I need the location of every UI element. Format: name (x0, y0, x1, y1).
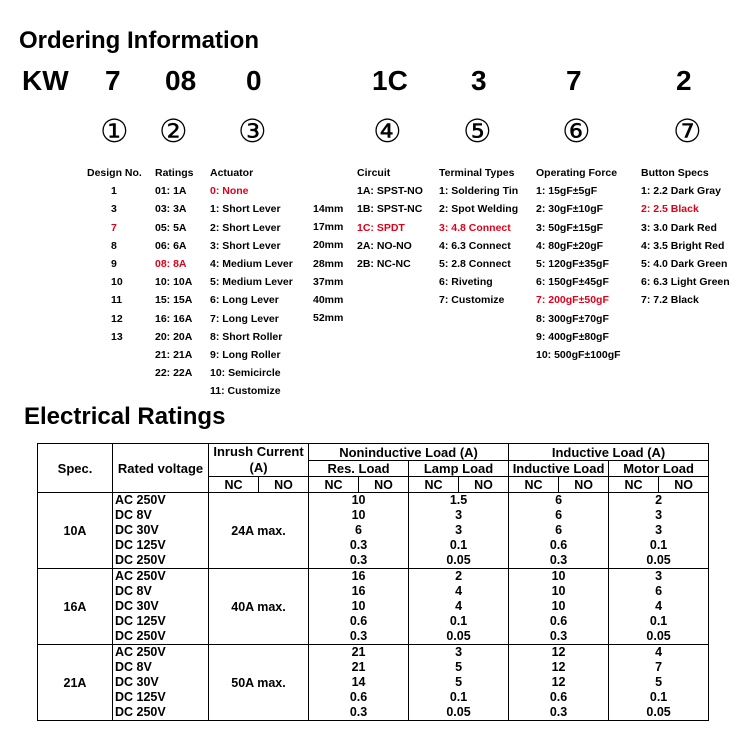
option-item: 3: Short Lever (210, 239, 281, 252)
value-item: 16 (351, 569, 366, 583)
option-item: 10: 10A (155, 276, 193, 289)
option-item: 2: 2.5 Black (641, 203, 699, 216)
value-item: 10 (551, 599, 566, 613)
header-no: NO (659, 477, 709, 493)
actuator-column (210, 164, 293, 401)
value-item: 2 (655, 493, 663, 507)
code-prefix: KW (22, 65, 69, 96)
value-item: 0.05 (446, 705, 471, 719)
ratings-list (155, 182, 194, 382)
value-item: 0.3 (549, 705, 568, 719)
value-item: 0.3 (349, 705, 368, 719)
option-item: 2B: NC-NC (357, 258, 411, 271)
option-item: 7: 200gF±50gF (536, 294, 609, 307)
header-no: NO (259, 477, 309, 493)
lamp-load-values (409, 493, 509, 569)
value-item: DC 125V (115, 538, 166, 552)
option-item: 52mm (313, 312, 344, 325)
value-item: DC 250V (115, 705, 166, 719)
code-button: 2 (676, 65, 692, 96)
option-item: 8: Short Roller (210, 330, 283, 343)
value-item: DC 8V (115, 508, 152, 522)
header-inductive-sub: Inductive Load (509, 461, 609, 477)
option-item: 9: Long Roller (210, 349, 281, 362)
inductive-load-values (509, 569, 609, 645)
column-header: Design No. (87, 167, 142, 179)
value-item: 5 (655, 675, 663, 689)
value-item: DC 30V (115, 675, 159, 689)
lamp-load-values (409, 645, 509, 721)
electrical-ratings-table (37, 443, 709, 721)
spec-cell: 21A (38, 645, 113, 721)
value-item: 6 (555, 523, 563, 537)
value-item: 10 (351, 493, 366, 507)
option-item: 16: 16A (155, 312, 193, 325)
circuit-list (357, 182, 423, 273)
button-specs-column (641, 164, 730, 310)
option-item: 37mm (313, 275, 344, 288)
header-nc: NC (309, 477, 359, 493)
value-item: 5 (455, 675, 463, 689)
option-item: 11: Customize (210, 385, 281, 398)
res-load-values (309, 493, 409, 569)
header-noninductive-load: Noninductive Load (A) (309, 444, 509, 461)
header-res-load: Res. Load (309, 461, 409, 477)
value-item: 12 (551, 645, 566, 659)
value-item: 0.3 (349, 553, 368, 567)
value-item: 0.6 (349, 690, 368, 704)
code-actuator: 0 (246, 65, 262, 96)
inductive-load-values (509, 493, 609, 569)
option-item: 11 (111, 294, 123, 307)
option-item: 6: 6.3 Light Green (641, 276, 730, 289)
option-item: 3: 4.8 Connect (439, 221, 511, 234)
circled-number-4: ④ (373, 112, 402, 150)
lever-length-column (313, 200, 343, 327)
value-item: 0.05 (446, 629, 471, 643)
value-item: 0.1 (449, 614, 468, 628)
value-item: 12 (551, 660, 566, 674)
value-item: 0.6 (549, 690, 568, 704)
value-item: 0.05 (646, 705, 671, 719)
value-item: AC 250V (115, 493, 166, 507)
value-item: 0.3 (549, 629, 568, 643)
inductive-load-values (509, 645, 609, 721)
option-item: 5: Medium Lever (210, 276, 293, 289)
value-item: DC 125V (115, 614, 166, 628)
inrush-cell: 40A max. (209, 569, 309, 645)
column-header: Circuit (357, 167, 391, 179)
value-item: 0.1 (649, 614, 668, 628)
inrush-cell: 24A max. (209, 493, 309, 569)
rated-voltage-list (113, 645, 209, 721)
value-item: 3 (455, 523, 463, 537)
header-no: NO (359, 477, 409, 493)
option-item: 1: Short Lever (210, 203, 281, 216)
rated-voltage-list (113, 493, 209, 569)
circled-number-7: ⑦ (673, 112, 702, 150)
value-item: 10 (351, 508, 366, 522)
value-item: 3 (455, 508, 463, 522)
column-header: Button Specs (641, 167, 709, 179)
circled-number-5: ⑤ (463, 112, 492, 150)
value-item: 0.05 (646, 553, 671, 567)
option-item: 28mm (313, 257, 344, 270)
value-item: DC 8V (115, 584, 152, 598)
value-item: 0.1 (449, 538, 468, 552)
option-item: 8: 300gF±70gF (536, 312, 609, 325)
value-item: DC 125V (115, 690, 166, 704)
value-item: DC 8V (115, 660, 152, 674)
value-item: 16 (351, 584, 366, 598)
value-item: 3 (655, 508, 663, 522)
force-column (536, 164, 621, 364)
value-item: 5 (455, 660, 463, 674)
option-item: 4: 6.3 Connect (439, 239, 511, 252)
value-item: 10 (551, 569, 566, 583)
option-item: 5: 4.0 Dark Green (641, 258, 728, 271)
option-item: 3 (111, 203, 117, 216)
actuator-list (210, 182, 293, 400)
option-item: 4: 3.5 Bright Red (641, 239, 725, 252)
value-item: 21 (351, 660, 366, 674)
design-no-column (87, 164, 142, 346)
header-nc: NC (209, 477, 259, 493)
option-item: 1A: SPST-NO (357, 185, 423, 198)
value-item: 4 (655, 645, 663, 659)
button-specs-list (641, 182, 730, 309)
option-item: 2: Short Lever (210, 221, 281, 234)
option-item: 5: 2.8 Connect (439, 258, 511, 271)
option-item: 6: 150gF±45gF (536, 276, 609, 289)
option-item: 20mm (313, 239, 344, 252)
terminal-list (439, 182, 518, 309)
rating-group-21a (38, 645, 709, 721)
value-item: 10 (351, 599, 366, 613)
value-item: 0.6 (549, 538, 568, 552)
option-item: 9: 400gF±80gF (536, 330, 609, 343)
force-list (536, 182, 621, 364)
option-item: 7 (111, 221, 117, 234)
option-item: 06: 6A (155, 239, 187, 252)
value-item: 1.5 (449, 493, 468, 507)
option-item: 7: 7.2 Black (641, 294, 699, 307)
option-item: 8 (111, 239, 117, 252)
option-item: 4: 80gF±20gF (536, 239, 604, 252)
lever-length-list (313, 200, 343, 327)
motor-load-values (609, 493, 709, 569)
value-item: DC 250V (115, 553, 166, 567)
header-spec: Spec. (38, 444, 113, 493)
option-item: 9 (111, 258, 117, 271)
electrical-title: Electrical Ratings (24, 403, 226, 430)
header-no: NO (559, 477, 609, 493)
option-item: 3: 3.0 Dark Red (641, 221, 717, 234)
value-item: 0.1 (649, 690, 668, 704)
inrush-cell: 50A max. (209, 645, 309, 721)
header-inrush-current: Inrush Current (A) (209, 444, 309, 477)
rated-voltage-list (113, 569, 209, 645)
spec-cell: 10A (38, 493, 113, 569)
res-load-values (309, 569, 409, 645)
option-item: 20: 20A (155, 330, 193, 343)
option-item: 6: Riveting (439, 276, 493, 289)
rating-group-10a (38, 493, 709, 569)
res-load-values (309, 645, 409, 721)
option-item: 2: Spot Welding (439, 203, 519, 216)
option-item: 5: 120gF±35gF (536, 258, 609, 271)
header-lamp-load: Lamp Load (409, 461, 509, 477)
option-item: 21: 21A (155, 349, 193, 362)
option-item: 40mm (313, 294, 344, 307)
value-item: 2 (455, 569, 463, 583)
value-item: 0.1 (649, 538, 668, 552)
option-item: 1: 2.2 Dark Gray (641, 185, 721, 198)
option-item: 3: 50gF±15gF (536, 221, 604, 234)
option-item: 1 (111, 185, 117, 198)
option-item: 1: Soldering Tin (439, 185, 519, 198)
column-header: Operating Force (536, 167, 618, 179)
circled-number-2: ② (159, 112, 188, 150)
value-item: 4 (655, 599, 663, 613)
value-item: 6 (355, 523, 362, 537)
option-item: 10: 500gF±100gF (536, 349, 621, 362)
rating-group-16a (38, 569, 709, 645)
spec-cell: 16A (38, 569, 113, 645)
value-item: 0.05 (446, 553, 471, 567)
value-item: 6 (655, 584, 663, 598)
option-item: 1: 15gF±5gF (536, 185, 598, 198)
value-item: 6 (555, 508, 563, 522)
code-force: 7 (566, 65, 582, 96)
option-item: 08: 8A (155, 258, 187, 271)
ratings-column (155, 164, 194, 382)
value-item: DC 30V (115, 523, 159, 537)
value-item: 3 (455, 645, 463, 659)
option-item: 10: Semicircle (210, 367, 281, 380)
option-item: 12 (111, 312, 123, 325)
value-item: 0.05 (646, 629, 671, 643)
option-item: 7: Customize (439, 294, 505, 307)
value-item: DC 250V (115, 629, 166, 643)
option-item: 13 (111, 330, 123, 343)
header-nc: NC (409, 477, 459, 493)
ordering-title: Ordering Information (19, 27, 259, 54)
value-item: 0.1 (449, 690, 468, 704)
circuit-column (357, 164, 423, 273)
option-item: 7: Long Lever (210, 312, 279, 325)
value-item: AC 250V (115, 569, 166, 583)
option-item: 05: 5A (155, 221, 187, 234)
option-item: 22: 22A (155, 367, 193, 380)
circled-number-1: ① (100, 112, 129, 150)
header-nc: NC (509, 477, 559, 493)
value-item: 7 (655, 660, 663, 674)
value-item: 21 (351, 645, 366, 659)
option-item: 14mm (313, 203, 344, 215)
code-rating: 08 (165, 65, 197, 96)
header-nc: NC (609, 477, 659, 493)
option-item: 03: 3A (155, 203, 187, 216)
code-design-no: 7 (105, 65, 121, 96)
design-no-list (87, 182, 142, 346)
motor-load-values (609, 569, 709, 645)
value-item: 0.3 (349, 629, 368, 643)
value-item: 0.6 (349, 614, 368, 628)
value-item: 0.3 (549, 553, 568, 567)
value-item: 3 (655, 569, 663, 583)
option-item: 2A: NO-NO (357, 239, 412, 252)
header-inductive-load: Inductive Load (A) (509, 444, 709, 461)
option-item: 10 (111, 276, 123, 289)
column-header: Actuator (210, 167, 254, 179)
value-item: 0.3 (349, 538, 368, 552)
header-motor-load: Motor Load (609, 461, 709, 477)
option-item: 0: None (210, 185, 249, 198)
option-item: 2: 30gF±10gF (536, 203, 604, 216)
motor-load-values (609, 645, 709, 721)
value-item: 6 (555, 493, 563, 507)
value-item: 10 (551, 584, 566, 598)
option-item: 15: 15A (155, 294, 193, 307)
value-item: DC 30V (115, 599, 159, 613)
code-terminal: 3 (471, 65, 487, 96)
option-item: 6: Long Lever (210, 294, 279, 307)
option-item: 1B: SPST-NC (357, 203, 423, 216)
circled-number-3: ③ (238, 112, 267, 150)
column-header: Ratings (155, 167, 194, 179)
option-item: 17mm (313, 221, 344, 234)
value-item: 4 (455, 584, 463, 598)
option-item: 4: Medium Lever (210, 258, 293, 271)
value-item: 14 (351, 675, 366, 689)
option-item: 01: 1A (155, 185, 187, 198)
value-item: 4 (455, 599, 463, 613)
value-item: 0.6 (549, 614, 568, 628)
value-item: 3 (655, 523, 663, 537)
option-item: 1C: SPDT (357, 221, 405, 234)
code-circuit: 1C (372, 65, 408, 96)
column-header: Terminal Types (439, 167, 515, 179)
lamp-load-values (409, 569, 509, 645)
header-no: NO (459, 477, 509, 493)
circled-number-6: ⑥ (562, 112, 591, 150)
terminal-column (439, 164, 518, 310)
value-item: 12 (551, 675, 566, 689)
value-item: AC 250V (115, 645, 166, 659)
header-rated-voltage: Rated voltage (113, 444, 209, 493)
